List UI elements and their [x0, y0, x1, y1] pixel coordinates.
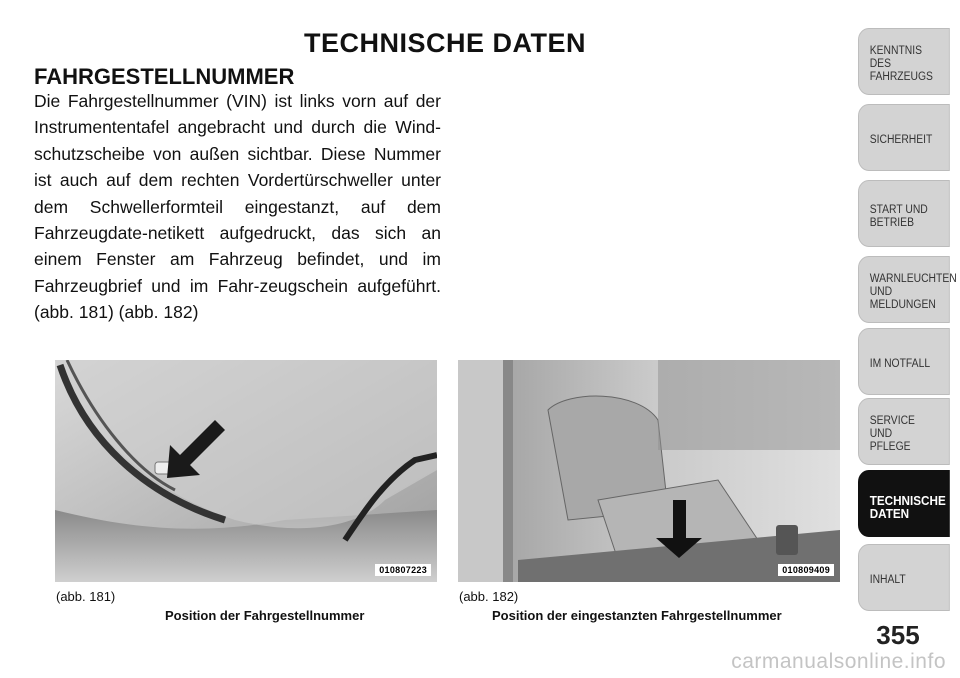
tab-start-und-betrieb[interactable]: START UND BETRIEB [858, 180, 950, 247]
figure-code: 010809409 [778, 564, 834, 576]
watermark: carmanualsonline.info [731, 650, 946, 673]
tab-warnleuchten[interactable]: WARNLEUCHTEN UND MELDUNGEN [858, 256, 950, 323]
section-heading: FAHRGESTELLNUMMER [34, 64, 295, 89]
page-title: TECHNISCHE DATEN [303, 28, 586, 58]
figure-vin-door-sill [458, 360, 840, 582]
figure-code: 010807223 [375, 564, 431, 576]
tab-service-und-pflege[interactable]: SERVICE UND PFLEGE [858, 398, 950, 465]
body-paragraph: Die Fahrgestellnummer (VIN) ist links vorn auf der Instrumententafel angebracht und durch die Wind-schutzscheibe von außen sichtbar. Diese Nummer ist auch auf dem rechten Vordertürschweller unter dem Schwellerformteil eingestanzt, auf dem Fahrzeugdate-netikett aufgedruckt, das sich an einem Fenster am Fahrzeug befindet, und im Fahrzeugbrief und im Fahr-zeugschein aufgeführt. (abb. 181) (abb. 182) [34, 91, 441, 323]
door-sill-photo [458, 360, 840, 582]
figure-caption: Position der eingestanzten Fahrgestellnummer [492, 608, 782, 623]
tab-technische-daten[interactable]: TECHNISCHE DATEN [858, 470, 950, 537]
figure-label: (abb. 181) [56, 589, 116, 604]
page-number: 355 [876, 620, 920, 650]
windshield-photo [55, 360, 437, 582]
figure-vin-windshield [55, 360, 437, 582]
figure-caption: Position der Fahrgestellnummer [165, 608, 365, 623]
tab-kenntnis-des-fahrzeugs[interactable]: KENNTNIS DES FAHRZEUGS [858, 28, 950, 95]
tab-im-notfall[interactable]: IM NOTFALL [858, 328, 950, 395]
figure-label: (abb. 182) [459, 589, 519, 604]
tab-inhalt[interactable]: INHALT [858, 544, 950, 611]
tab-sicherheit[interactable]: SICHERHEIT [858, 104, 950, 171]
